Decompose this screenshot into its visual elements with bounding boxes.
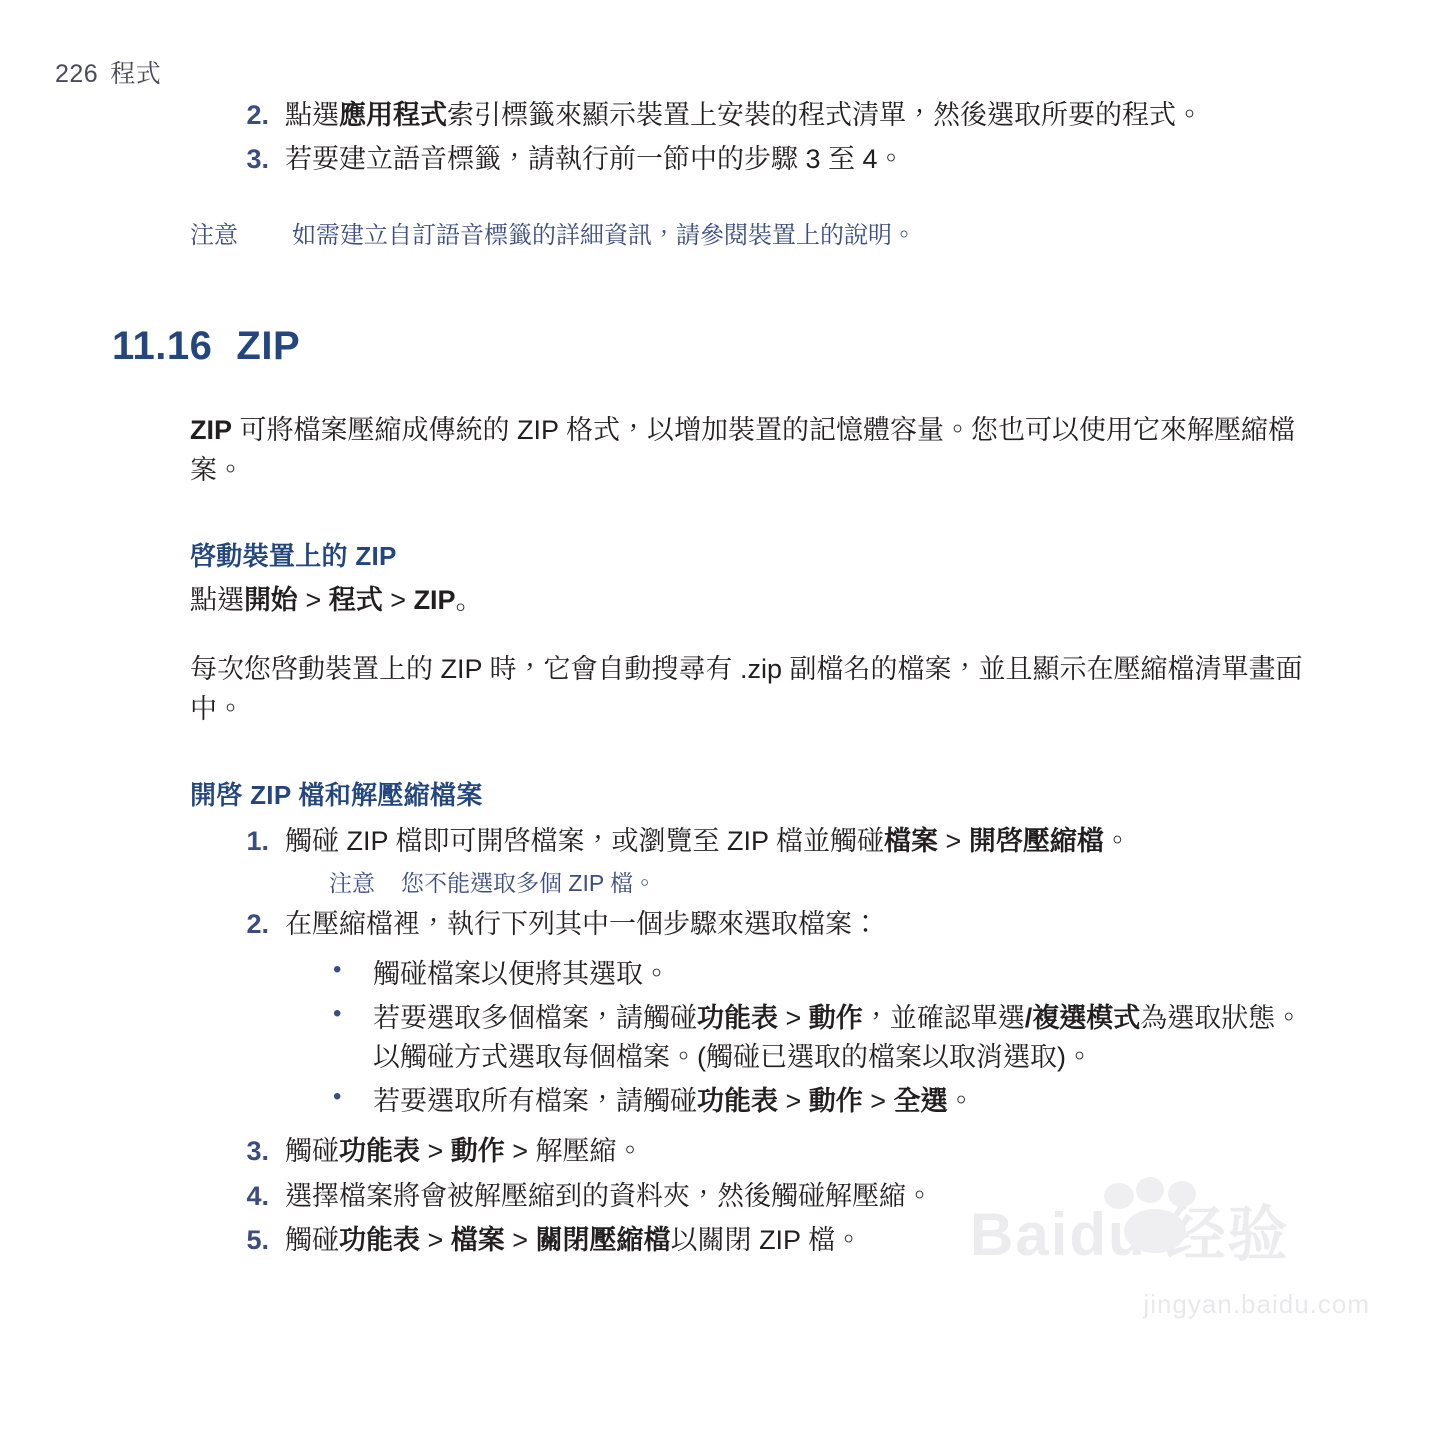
- bullet-item: [329, 1082, 1310, 1120]
- list-item-number: 3.: [246, 1136, 269, 1167]
- list-item-text: [285, 1132, 1310, 1170]
- body-text: 觸碰: [285, 1136, 339, 1167]
- list-item-number: 4.: [246, 1180, 269, 1211]
- intro-text: 可將檔案壓縮成傳統的 ZIP 格式，以增加裝置的記憶體容量。您也可以使用它來解壓縮檔案。: [190, 415, 1296, 485]
- list-item-text: [285, 822, 1310, 899]
- list-item-number: 3.: [246, 144, 269, 175]
- note-label: 注意: [190, 221, 238, 249]
- body-text: >: [862, 1086, 894, 1117]
- emphasis-text: 動作: [808, 1086, 863, 1117]
- emphasis-text: /: [1024, 1003, 1033, 1034]
- emphasis-text: 開始: [244, 585, 298, 616]
- page-header: [55, 54, 161, 90]
- emphasis-text: 全選: [893, 1086, 948, 1117]
- body-text: >: [420, 1136, 451, 1167]
- section-title: ZIP: [236, 324, 301, 369]
- emphasis-text: 關閉壓縮檔: [535, 1225, 671, 1256]
- launch-zip-path: [190, 581, 1305, 620]
- list-item: [225, 1177, 1310, 1215]
- body-text: >: [778, 1003, 809, 1034]
- body-text: 觸碰: [285, 1225, 339, 1256]
- list-item: [225, 96, 1310, 134]
- inline-note: [329, 867, 1310, 899]
- chapter-title: 程式: [110, 60, 162, 88]
- emphasis-text: 功能表: [339, 1136, 420, 1167]
- body-text: >: [382, 585, 414, 616]
- list-item: [225, 905, 1310, 1127]
- list-item-number: 2.: [246, 908, 269, 939]
- body-text: >: [420, 1225, 451, 1256]
- subheading-launch-zip: 啓動裝置上的 ZIP: [190, 541, 397, 572]
- body-text: 索引標籤來顯示裝置上安裝的程式清單，然後選取所要的程式。: [447, 100, 1203, 130]
- emphasis-text: 動作: [450, 1136, 505, 1167]
- top-note: [190, 219, 1300, 253]
- top-step-list: [225, 96, 1310, 179]
- body-text: >: [938, 826, 969, 857]
- list-item-number: 1.: [246, 826, 269, 857]
- zip-step-list: [225, 822, 1310, 1259]
- emphasis-text: 應用程式: [339, 100, 447, 130]
- note-text: 如需建立自訂語音標籤的詳細資訊，請參閱裝置上的說明。: [292, 221, 916, 249]
- body-text: 若要建立語音標籤，請執行前一節中的步驟 3 至 4。: [285, 144, 905, 175]
- emphasis-text: 複選模式: [1032, 1003, 1141, 1034]
- body-text: >: [778, 1086, 809, 1117]
- list-item-text: [285, 140, 1310, 178]
- body-text: 。: [947, 1086, 975, 1117]
- body-text: 在壓縮檔裡，執行下列其中一個步驟來選取檔案：: [285, 908, 879, 939]
- body-text: 。: [1103, 826, 1131, 857]
- subheading-open-zip: 開啓 ZIP 檔和解壓縮檔案: [190, 780, 483, 811]
- launch-zip-paragraph: 每次您啓動裝置上的 ZIP 時，它會自動搜尋有 .zip 副檔名的檔案，並且顯示在壓縮檔清單畫面中。: [190, 654, 1303, 724]
- body-text: ，並確認單選: [862, 1003, 1025, 1034]
- body-text: 若要選取所有檔案，請觸碰: [373, 1086, 697, 1117]
- emphasis-text: 功能表: [697, 1086, 778, 1117]
- list-item: [225, 1132, 1310, 1170]
- list-item-text: [285, 96, 1310, 134]
- emphasis-text: 程式: [328, 585, 383, 616]
- list-item-text: [285, 905, 1310, 1127]
- body-text: >: [504, 1225, 536, 1256]
- body-text: 。: [455, 585, 483, 616]
- body-text: 為選取狀態。以觸碰方式選取每個檔案。(觸碰已選取的檔案以取消選取)。: [373, 1003, 1303, 1072]
- list-item-number: 5.: [246, 1225, 269, 1256]
- section-heading: [112, 324, 1440, 369]
- bullet-item: [329, 955, 1310, 993]
- watermark-brand: Baidu 经验: [970, 1201, 1290, 1268]
- emphasis-text: 開啓壓縮檔: [968, 826, 1104, 857]
- intro-lead-bold: ZIP: [190, 415, 233, 446]
- page-number: 226: [55, 60, 99, 88]
- emphasis-text: 動作: [808, 1003, 863, 1034]
- body-text: 觸碰檔案以便將其選取。: [373, 959, 670, 990]
- emphasis-text: 功能表: [339, 1225, 420, 1256]
- emphasis-text: 檔案: [450, 1225, 505, 1256]
- list-item-number: 2.: [246, 100, 269, 130]
- watermark-url: jingyan.baidu.com: [1143, 1289, 1370, 1319]
- emphasis-text: 功能表: [697, 1003, 778, 1034]
- body-text: 以關閉 ZIP 檔。: [670, 1225, 863, 1256]
- list-item-text: [285, 1221, 1310, 1259]
- bullet-item: [329, 999, 1310, 1076]
- note-text: 您不能選取多個 ZIP 檔。: [401, 869, 657, 896]
- body-text: 點選: [190, 585, 244, 616]
- list-item: [225, 1221, 1310, 1259]
- note-label: 注意: [329, 869, 375, 896]
- body-text: >: [298, 585, 329, 616]
- section-number: 11.16: [112, 324, 213, 369]
- body-text: 選擇檔案將會被解壓縮到的資料夾，然後觸碰解壓縮。: [285, 1180, 933, 1211]
- emphasis-text: 檔案: [884, 826, 939, 857]
- bullet-list: [329, 955, 1310, 1120]
- list-item: [225, 822, 1310, 899]
- list-item-text: [285, 1177, 1310, 1215]
- body-text: 點選: [285, 100, 339, 130]
- body-text: > 解壓縮。: [504, 1136, 644, 1167]
- intro-paragraph: [190, 411, 1305, 490]
- page-content: [0, 96, 1440, 1268]
- body-text: 觸碰 ZIP 檔即可開啓檔案，或瀏覽至 ZIP 檔並觸碰: [285, 826, 885, 857]
- body-text: 若要選取多個檔案，請觸碰: [373, 1003, 697, 1034]
- list-item: [225, 140, 1310, 178]
- emphasis-text: ZIP: [413, 585, 456, 616]
